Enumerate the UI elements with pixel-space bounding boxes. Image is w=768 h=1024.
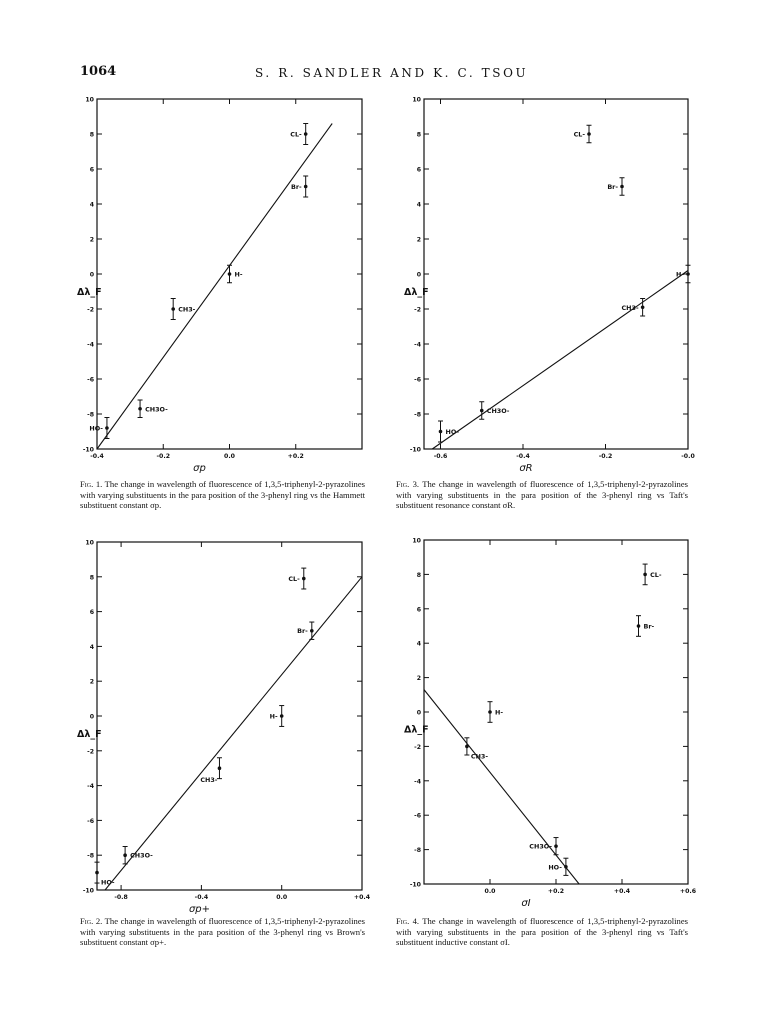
- x-tick-label: -0.8: [114, 894, 128, 901]
- figure-2-chart: [75, 538, 371, 936]
- y-tick-label: 10: [85, 539, 94, 547]
- y-tick-label: -2: [87, 748, 94, 756]
- data-point: [105, 426, 109, 430]
- y-tick-label: 2: [89, 678, 94, 686]
- x-tick-label: -0.0: [681, 453, 695, 460]
- point-label: CH3O-: [145, 405, 168, 414]
- y-tick-label: 6: [89, 609, 94, 617]
- figure-2-caption-text: The change in wavelength of fluorescence of 1,3,5-triphenyl-2-pyrazolines with varying substituents in the para position of the 3-phenyl ring vs Brown's substituent constant σp+.: [80, 916, 365, 948]
- point-label: CL-: [573, 130, 585, 139]
- data-point: [641, 305, 645, 309]
- y-tick-label: 2: [416, 236, 421, 244]
- point-label: HO-: [89, 424, 103, 433]
- x-tick-label: 0.0: [276, 894, 288, 901]
- y-axis-label: Δλ_F: [404, 724, 429, 736]
- x-tick-label: -0.4: [516, 453, 530, 460]
- x-tick-label: -0.6: [433, 453, 448, 460]
- y-tick-label: 10: [412, 537, 421, 545]
- figure-4-caption: [396, 916, 688, 948]
- x-tick-label: 0.0: [484, 888, 496, 895]
- data-point: [643, 573, 647, 577]
- y-tick-label: 4: [416, 640, 421, 648]
- y-tick-label: 8: [416, 571, 421, 579]
- y-tick-label: -8: [414, 847, 421, 855]
- y-tick-label: 0: [89, 713, 94, 721]
- y-tick-label: 2: [89, 236, 94, 244]
- y-tick-label: 0: [416, 709, 421, 717]
- page-number: 1064: [80, 64, 117, 79]
- figure-2-caption: [80, 916, 365, 948]
- x-tick-label: +0.4: [353, 894, 371, 901]
- figure-2-caption-label: Fig. 2.: [80, 916, 103, 926]
- figure-3-caption: [396, 479, 688, 511]
- data-point: [310, 629, 314, 633]
- point-label: Br-: [607, 183, 618, 191]
- point-label: CL-: [288, 575, 300, 584]
- y-tick-label: 0: [416, 271, 421, 279]
- point-label: CL-: [290, 130, 302, 139]
- point-label: CH3-: [200, 776, 218, 785]
- point-label: CH3-: [470, 752, 489, 761]
- point-label: CH3-: [621, 303, 639, 312]
- y-tick-label: -6: [414, 812, 421, 820]
- point-label: H-: [495, 708, 504, 717]
- fig4-svg: [402, 532, 697, 930]
- x-tick-label: -0.2: [598, 453, 613, 460]
- y-tick-label: 2: [416, 675, 421, 683]
- y-tick-label: 6: [89, 166, 94, 174]
- y-tick-label: 4: [89, 201, 94, 209]
- y-tick-label: -8: [414, 411, 421, 419]
- x-tick-label: 0.0: [224, 453, 235, 460]
- y-tick-label: -8: [87, 852, 94, 860]
- y-tick-label: -4: [87, 341, 94, 349]
- point-label: CH3O-: [130, 851, 153, 860]
- plot-frame: [97, 542, 362, 890]
- point-label: HO-: [445, 428, 460, 436]
- data-point: [302, 577, 306, 581]
- y-tick-label: -4: [414, 341, 421, 349]
- fit-line: [432, 271, 688, 450]
- x-axis-label: σR: [519, 463, 533, 474]
- y-tick-label: -10: [409, 881, 421, 889]
- data-point: [123, 853, 127, 857]
- x-axis-label: σp+: [188, 904, 211, 915]
- x-tick-label: +0.2: [547, 888, 565, 895]
- data-point: [480, 409, 484, 413]
- fit-line: [97, 124, 332, 450]
- data-point: [554, 844, 558, 848]
- y-tick-label: 0: [89, 271, 94, 279]
- y-tick-label: -10: [82, 446, 94, 454]
- y-tick-label: -2: [87, 306, 94, 314]
- y-tick-label: -6: [414, 376, 421, 384]
- data-point: [488, 710, 492, 714]
- x-tick-label: -0.4: [90, 453, 104, 460]
- data-point: [587, 132, 591, 136]
- y-tick-label: 8: [416, 131, 421, 139]
- data-point: [439, 430, 443, 434]
- y-axis-label: Δλ_F: [77, 728, 102, 740]
- point-label: CH3O-: [486, 407, 510, 415]
- running-head: S. R. SANDLER AND K. C. TSOU: [255, 66, 529, 80]
- y-tick-label: 6: [416, 606, 421, 614]
- y-tick-label: -2: [414, 306, 421, 314]
- point-label: CH3-: [178, 305, 196, 314]
- fig2-svg: [75, 538, 371, 936]
- data-point: [564, 865, 568, 869]
- y-axis-label: Δλ_F: [404, 287, 429, 298]
- figure-4-chart: [402, 532, 697, 930]
- plot-frame: [424, 540, 688, 884]
- y-tick-label: 8: [89, 131, 94, 139]
- figure-3-caption-label: Fig. 3.: [396, 479, 420, 489]
- figure-4-caption-label: Fig. 4.: [396, 916, 420, 926]
- y-tick-label: -10: [82, 887, 94, 895]
- point-label: Br-: [297, 627, 308, 636]
- data-point: [637, 624, 641, 628]
- y-tick-label: -4: [87, 783, 94, 791]
- point-label: Br-: [643, 622, 655, 631]
- y-tick-label: -2: [414, 743, 421, 751]
- fig1-svg: [75, 95, 365, 493]
- data-point: [304, 185, 308, 189]
- x-tick-label: -0.4: [194, 894, 209, 901]
- y-tick-label: 6: [416, 166, 421, 174]
- figure-1-caption-text: The change in wavelength of fluorescence of 1,3,5-triphenyl-2-pyrazolines with varying substituents in the para position of the 3-phenyl ring vs the Hammett substituent constant σp.: [80, 479, 365, 511]
- figure-3-caption-text: The change in wavelength of fluorescence of 1,3,5-triphenyl-2-pyrazolines with varying substituents in the para position of the 3-phenyl ring vs Taft's substituent resonance constant σR.: [396, 479, 688, 511]
- fit-line: [105, 577, 362, 890]
- point-label: CH3O-: [529, 842, 552, 851]
- figure-3-chart: [402, 95, 695, 493]
- x-tick-label: +0.4: [613, 888, 631, 895]
- y-tick-label: -4: [414, 778, 421, 786]
- figure-4-caption-text: The change in wavelength of fluorescence of 1,3,5-triphenyl-2-pyrazolines with varying substituents in the para position of the 3-phenyl ring vs Taft's substituent inductive constant σI.: [396, 916, 688, 948]
- x-tick-label: +0.2: [287, 453, 304, 460]
- data-point: [280, 714, 284, 718]
- plot-frame: [424, 99, 688, 449]
- y-tick-label: 8: [89, 574, 94, 582]
- x-tick-label: +0.6: [679, 888, 697, 895]
- point-label: CL-: [650, 570, 662, 579]
- data-point: [228, 272, 232, 276]
- point-label: HO-: [548, 863, 562, 872]
- data-point: [686, 272, 690, 276]
- point-label: Br-: [291, 183, 302, 191]
- y-tick-label: -8: [87, 411, 94, 419]
- figure-1-chart: [75, 95, 365, 493]
- y-tick-label: -10: [409, 446, 421, 454]
- y-tick-label: 10: [412, 96, 421, 104]
- y-tick-label: 4: [416, 201, 421, 209]
- x-axis-label: σp: [193, 463, 206, 474]
- data-point: [95, 871, 99, 875]
- figure-1-caption: [80, 479, 365, 511]
- data-point: [465, 745, 469, 749]
- y-tick-label: 10: [85, 96, 94, 104]
- y-axis-label: Δλ_F: [77, 287, 102, 298]
- fig3-svg: [402, 95, 695, 493]
- point-label: H-: [269, 712, 278, 721]
- data-point: [218, 766, 222, 770]
- figure-1-caption-label: Fig. 1.: [80, 479, 103, 489]
- data-point: [620, 185, 624, 189]
- data-point: [171, 307, 175, 311]
- y-tick-label: 4: [89, 643, 94, 651]
- y-tick-label: -6: [87, 817, 94, 825]
- x-axis-label: σI: [521, 898, 531, 909]
- data-point: [304, 132, 308, 136]
- point-label: H-: [234, 270, 243, 279]
- data-point: [138, 407, 142, 411]
- point-label: HO-: [101, 878, 115, 887]
- x-tick-label: -0.2: [156, 453, 171, 460]
- y-tick-label: -6: [87, 376, 94, 384]
- point-label: H-: [675, 270, 684, 279]
